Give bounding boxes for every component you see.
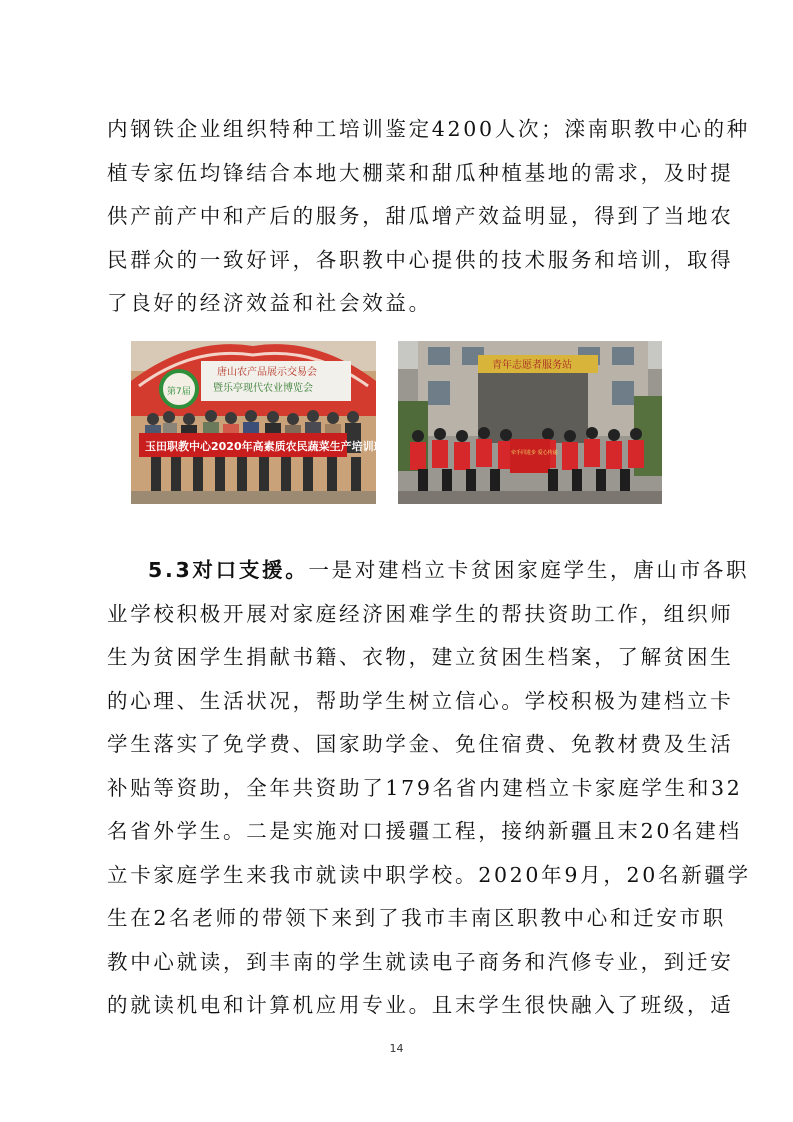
paragraph-2-line: 的心理、生活状况，帮助学生树立信心。学校积极为建档立卡 (107, 688, 734, 713)
paragraph-2-first-line-text: 一是对建档立卡贫困家庭学生，唐山市各职 (308, 558, 750, 582)
sign-text: 唐山农产品展示交易会 (217, 367, 317, 378)
photo-training-group (131, 341, 385, 504)
paragraph-2-line: 业学校积极开展对家庭经济困难学生的帮扶资助工作，组织师 (107, 601, 734, 626)
paragraph-1 (107, 108, 750, 326)
paragraph-2 (107, 549, 751, 1028)
section-heading: 5.3对口支援。 (148, 558, 309, 582)
paragraph-2-line: 的就读机电和计算机应用专业。且末学生很快融入了班级，适 (107, 993, 734, 1017)
paragraph-2-line: 生为贫困学生捐献书籍、衣物，建立贫困生档案，了解贫困生 (107, 645, 734, 669)
paragraph-2-line: 学生落实了免学费、国家助学金、免住宿费、免教材费及生活 (107, 732, 734, 756)
paragraph-1-line: 内钢铁企业组织特种工培训鉴定4200人次；滦南职教中心的种 (107, 117, 750, 141)
paragraph-1-line: 了良好的经济效益和社会效益。 (107, 291, 432, 315)
banner-text: 玉田职教中心2020年高素质农民蔬菜生产培训班 (145, 440, 385, 453)
paragraph-1-line: 供产前产中和产后的服务，甜瓜增产效益明显，得到了当地农 (107, 204, 734, 228)
photo-volunteer-group (398, 341, 662, 504)
paragraph-1-line: 民群众的一致好评，各职教中心提供的技术服务和培训，取得 (107, 247, 734, 272)
paragraph-2-line: 教中心就读，到丰南的学生就读电子商务和汽修专业，到迁安 (107, 949, 734, 974)
paragraph-2-line: 立卡家庭学生来我市就读中职学校。2020年9月，20名新疆学 (107, 862, 751, 887)
paragraph-2-first-line (107, 549, 750, 593)
photo-volunteer-group-image (398, 341, 662, 504)
photo-training-group-image (131, 341, 385, 504)
paragraph-2-line: 名省外学生。二是实施对口援疆工程，接纳新疆且末20名建档 (107, 819, 742, 843)
building-banner-text: 青年志愿者服务站 (492, 360, 572, 371)
paragraph-2-line: 生在2名老师的带领下来到了我市丰南区职教中心和迁安市职 (107, 906, 726, 930)
paragraph-1-line: 植专家伍均锋结合本地大棚菜和甜瓜种植基地的需求，及时提 (107, 160, 734, 185)
page-number: 14 (389, 1042, 404, 1055)
paragraph-2-line: 补贴等资助，全年共资助了179名省内建档立卡家庭学生和32 (107, 775, 743, 800)
volunteer-sign-text: 牵手同进步 爱心传递 (511, 450, 558, 456)
sign-text-2: 暨乐亭现代农业博览会 (213, 383, 313, 394)
badge-text: 第7届 (167, 387, 191, 397)
